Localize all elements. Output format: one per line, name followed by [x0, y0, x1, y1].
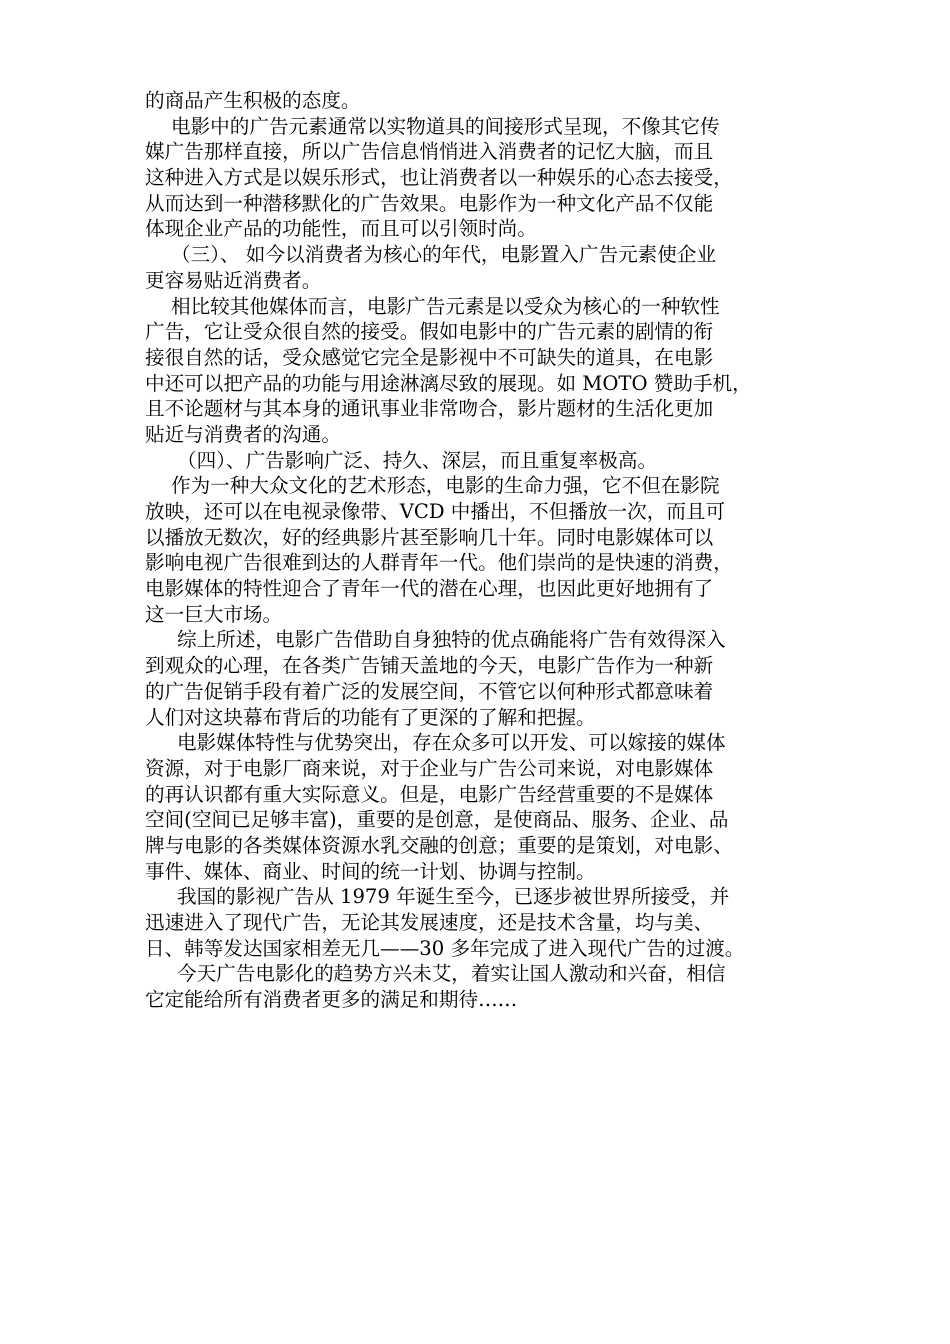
- text-line: 牌与电影的各类媒体资源水乳交融的创意；重要的是策划，对电影、: [145, 833, 733, 857]
- text-line: 放映，还可以在电视录像带、VCD 中播出，不但播放一次，而且可: [145, 500, 726, 523]
- text-line: 的广告促销手段有着广泛的发展空间，不管它以何种形式都意味着: [145, 679, 714, 703]
- text-line: 到观众的心理，在各类广告铺天盖地的今天，电影广告作为一种新: [145, 654, 714, 678]
- text-line: 影响电视广告很难到达的人群青年一代。他们崇尚的是快速的消费，: [145, 551, 733, 575]
- section-heading: （四）、广告影响广泛、持久、深层，而且重复率极高。: [177, 448, 658, 472]
- text-line: 综上所述，电影广告借助自身独特的优点确能将广告有效得深入: [177, 628, 726, 652]
- text-line: 以播放无数次，好的经典影片甚至影响几十年。同时电影媒体可以: [145, 525, 714, 549]
- text-line: 电影媒体的特性迎合了青年一代的潜在心理，也因此更好地拥有了: [145, 577, 714, 601]
- text-line: 更容易贴近消费者。: [145, 268, 322, 292]
- text-line: 接很自然的话，受众感觉它完全是影视中不可缺失的道具，在电影: [145, 345, 714, 369]
- text-line: 贴近与消费者的沟通。: [145, 422, 341, 446]
- section-heading: （三）、 如今以消费者为核心的年代，电影置入广告元素使企业: [171, 243, 717, 267]
- text-line: 资源，对于电影厂商来说，对于企业与广告公司来说，对电影媒体: [145, 756, 714, 780]
- text-line: 相比较其他媒体而言，电影广告元素是以受众为核心的一种软性: [171, 294, 720, 318]
- text-line: 媒广告那样直接，所以广告信息悄悄进入消费者的记忆大脑，而且: [145, 140, 714, 164]
- text-line: 这一巨大市场。: [145, 602, 283, 626]
- document-body: [145, 88, 820, 1013]
- text-line: 的商品产生积极的态度。: [145, 89, 361, 112]
- text-line: 它定能给所有消费者更多的满足和期待……: [145, 988, 518, 1012]
- text-line: 广告，它让受众很自然的接受。假如电影中的广告元素的剧情的衔: [145, 320, 714, 344]
- text-line: 电影媒体特性与优势突出，存在众多可以开发、可以嫁接的媒体: [177, 731, 726, 755]
- text-line: 且不论题材与其本身的通讯事业非常吻合，影片题材的生活化更加: [145, 397, 714, 421]
- text-line: 今天广告电影化的趋势方兴未艾，着实让国人激动和兴奋，相信: [177, 962, 726, 986]
- text-line: 电影中的广告元素通常以实物道具的间接形式呈现，不像其它传: [171, 114, 720, 138]
- text-line: 日、韩等发达国家相差无几——30 多年完成了进入现代广告的过渡。: [145, 936, 745, 960]
- text-line: 我国的影视广告从 1979 年诞生至今，已逐步被世界所接受，并: [177, 885, 730, 909]
- text-line: 事件、媒体、商业、时间的统一计划、协调与控制。: [145, 859, 596, 883]
- text-line: 这种进入方式是以娱乐形式，也让消费者以一种娱乐的心态去接受，: [145, 166, 733, 190]
- text-line: 体现企业产品的功能性，而且可以引领时尚。: [145, 217, 537, 241]
- text-line: 的再认识都有重大实际意义。但是，电影广告经营重要的不是媒体: [145, 782, 714, 806]
- text-line: 中还可以把产品的功能与用途淋漓尽致的展现。如 MOTO 赞助手机，: [145, 371, 752, 395]
- text-line: 空间(空间已足够丰富)，重要的是创意，是使商品、服务、企业、品: [145, 808, 729, 832]
- text-line: 人们对这块幕布背后的功能有了更深的了解和把握。: [145, 705, 596, 729]
- text-line: 迅速进入了现代广告，无论其发展速度，还是技术含量，均与美、: [145, 911, 714, 934]
- text-line: 从而达到一种潜移默化的广告效果。电影作为一种文化产品不仅能: [145, 191, 714, 215]
- text-line: 作为一种大众文化的艺术形态，电影的生命力强，它不但在影院: [171, 474, 720, 498]
